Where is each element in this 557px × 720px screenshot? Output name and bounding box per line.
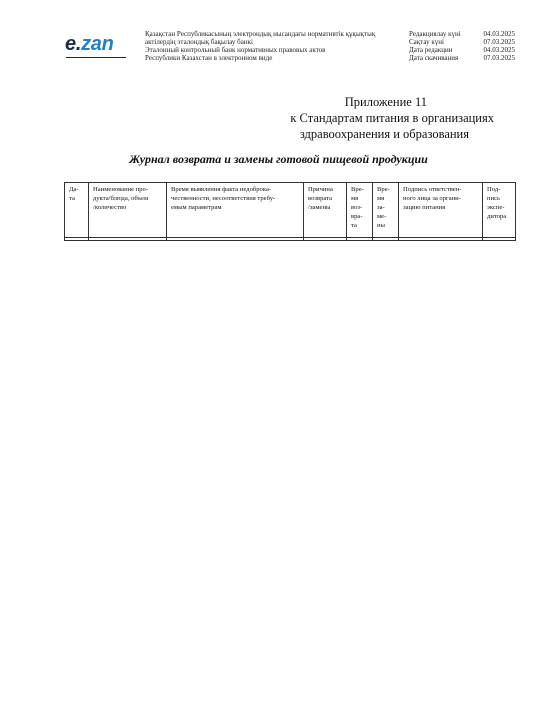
meta-row — [409, 46, 515, 54]
meta-row — [409, 30, 515, 38]
source-line: Республики Казахстан в электронном виде — [145, 54, 273, 62]
appendix-reference-cont: здравоохранения и образования — [299, 127, 469, 141]
table-cell — [347, 238, 373, 241]
meta-label: Сақтау күні — [409, 38, 444, 46]
source-line: Қазақстан Республикасының электрондық нысандағы нормативтік құқықтық — [145, 30, 376, 38]
meta-row — [409, 38, 515, 46]
column-header — [89, 183, 167, 238]
journal-table — [64, 182, 516, 241]
logo-dot: . — [75, 33, 82, 55]
column-header-label: Вре- мя воз- вра- та — [351, 186, 364, 229]
meta-value: 04.03.2025 — [483, 30, 515, 38]
column-header-label: Причина возврата /замены — [308, 186, 333, 211]
table-cell — [89, 238, 167, 241]
source-line: Эталонный контрольный банк нормативных правовых актов — [145, 46, 326, 54]
table-header-row — [65, 183, 516, 238]
table-row — [65, 238, 516, 241]
meta-row — [409, 54, 515, 62]
table-cell — [304, 238, 347, 241]
column-header-label: Подпись ответствен- ного лица за органи- зацию питания — [403, 186, 462, 211]
table-cell — [167, 238, 304, 241]
meta-value: 04.03.2025 — [483, 46, 515, 54]
source-line: актілердің эталондық бақылау банкі — [145, 38, 253, 46]
appendix-reference: к Стандартам питания в организациях — [290, 111, 494, 125]
column-header — [65, 183, 89, 238]
column-header-label: Да- та — [69, 186, 79, 202]
column-header-label: Вре- мя за- ме- ны — [377, 186, 390, 229]
ezan-logo — [65, 33, 114, 56]
meta-label: Дата скачивания — [409, 54, 459, 62]
logo-suffix: zan — [81, 33, 114, 55]
document-meta — [409, 30, 515, 62]
logo-underline — [66, 57, 126, 58]
column-header — [347, 183, 373, 238]
column-header — [167, 183, 304, 238]
journal-title: Журнал возврата и замены готовой пищевой продукции — [129, 152, 428, 166]
logo-prefix: e — [65, 33, 76, 55]
meta-value: 07.03.2025 — [483, 38, 515, 46]
appendix-caption — [290, 94, 494, 142]
meta-value: 07.03.2025 — [483, 54, 515, 62]
meta-label: Редакциялау күні — [409, 30, 461, 38]
column-header-label: Наименование про- дукта/блюда, объем /количество — [93, 186, 149, 211]
table-cell — [399, 238, 483, 241]
source-description — [145, 30, 395, 62]
table-cell — [483, 238, 516, 241]
column-header — [399, 183, 483, 238]
column-header — [483, 183, 516, 238]
appendix-number: Приложение 11 — [344, 95, 427, 109]
column-header-label: Под- пись экспе- дитора — [487, 186, 507, 220]
column-header-label: Время выявления факта недоброка- чественности, несоответствия требу- емым параметрам — [171, 186, 276, 211]
table-cell — [373, 238, 399, 241]
meta-label: Дата редакции — [409, 46, 453, 54]
column-header — [373, 183, 399, 238]
table-cell — [65, 238, 89, 241]
column-header — [304, 183, 347, 238]
